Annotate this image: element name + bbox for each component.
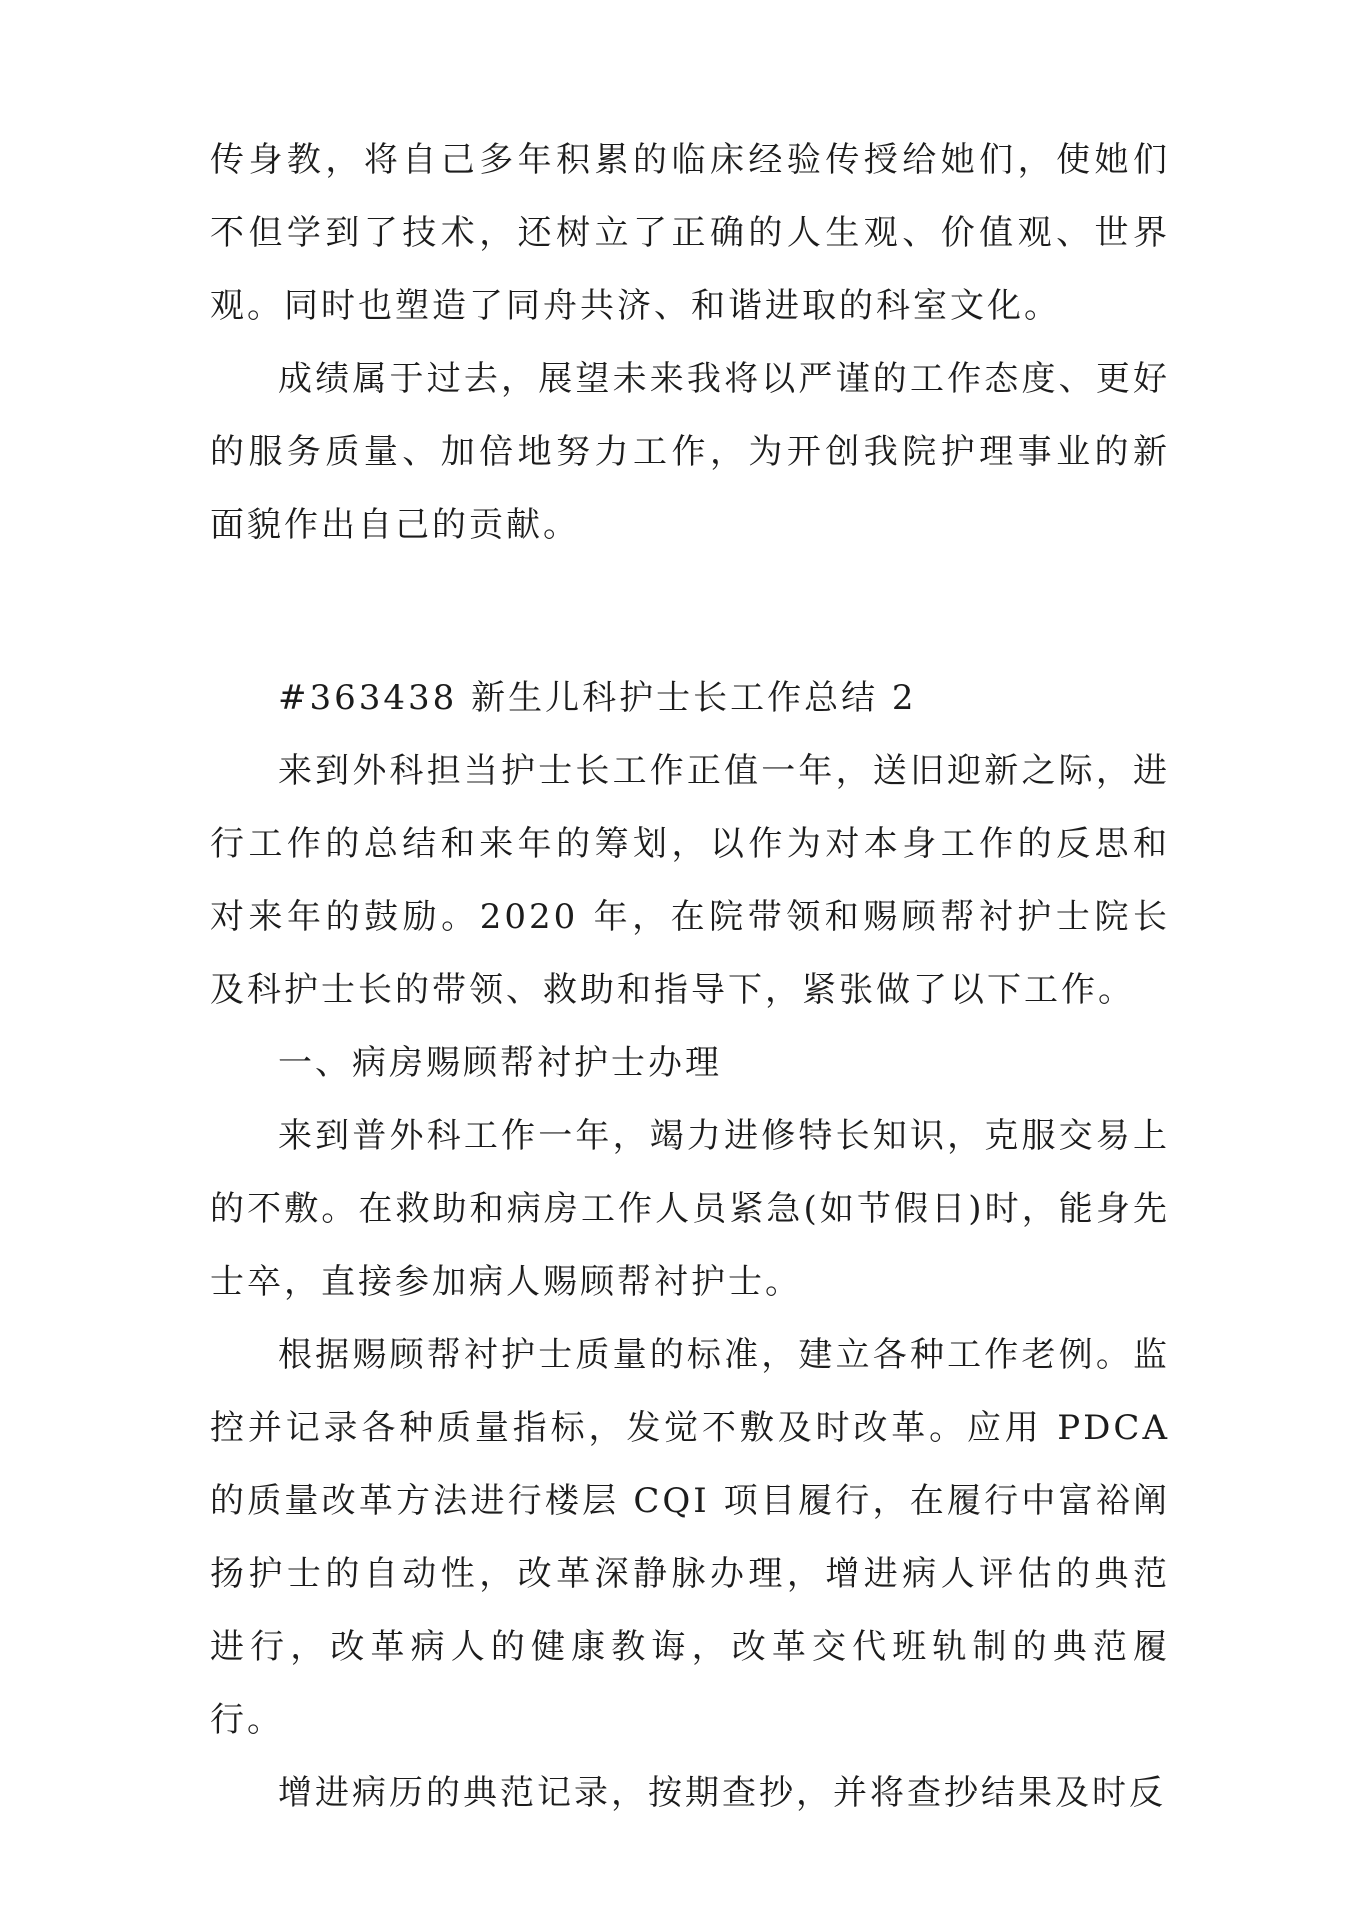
paragraph-continuation: 传身教，将自己多年积累的临床经验传授给她们，使她们不但学到了技术，还树立了正确的人生观、价值观、世界观。同时也塑造了同舟共济、和谐进取的科室文化。	[210, 140, 1170, 326]
paragraph-study: 来到普外科工作一年，竭力进修特长知识，克服交易上的不敷。在救助和病房工作人员紧急(如节假日)时，能身先士卒，直接参加病人赐顾帮衬护士。	[210, 1116, 1170, 1302]
section-title: #363438 新生儿科护士长工作总结 2	[278, 678, 917, 718]
subheading-ward-management: 一、病房赐顾帮衬护士办理	[278, 1043, 722, 1083]
document-body	[210, 124, 1170, 1830]
paragraph-quality: 根据赐顾帮衬护士质量的标准，建立各种工作老例。监控并记录各种质量指标，发觉不敷及时改革。应用 PDCA 的质量改革方法进行楼层 CQI 项目履行，在履行中富裕阐扬护士的自动性，改革深静脉办理，增进病人评估的典范进行，改革病人的健康教诲，改革交代班轨制的典范履行。	[210, 1335, 1170, 1740]
paragraph-records: 增进病历的典范记录，按期查抄，并将查抄结果及时反	[278, 1773, 1166, 1813]
paragraph-outlook: 成绩属于过去，展望未来我将以严谨的工作态度、更好的服务质量、加倍地努力工作，为开创我院护理事业的新面貌作出自己的贡献。	[210, 359, 1170, 545]
paragraph-intro: 来到外科担当护士长工作正值一年，送旧迎新之际，进行工作的总结和来年的筹划，以作为对本身工作的反思和对来年的鼓励。2020 年，在院带领和赐顾帮衬护士院长及科护士长的带领、救助和指导下，紧张做了以下工作。	[210, 751, 1170, 1010]
section-spacer	[210, 562, 1170, 662]
